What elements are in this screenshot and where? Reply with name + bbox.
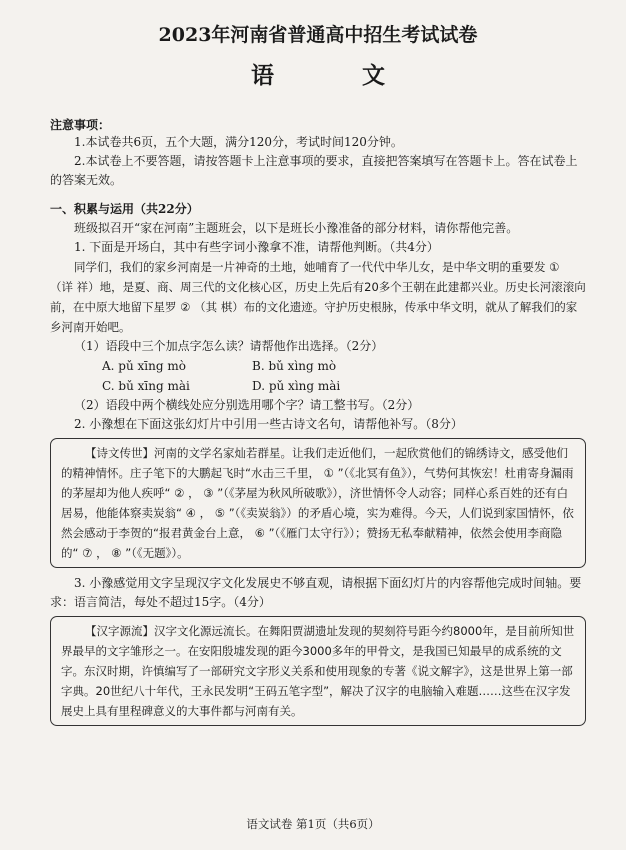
option-d: D. pǔ xìng mài (252, 379, 341, 393)
section-intro: 班级拟召开“家在河南”主题班会，以下是班长小豫准备的部分材料，请你帮他完善。 (74, 221, 519, 235)
notice-heading: 注意事项： (50, 118, 111, 132)
option-c: C. bǔ xīng mài (102, 379, 190, 393)
pinyin-options (102, 356, 586, 396)
opening-passage: 同学们，我们的家乡河南是一片神奇的土地，她哺育了一代代中华儿女，是中华文明的重要发 ① （详 祥）地，是夏、商、周三代的文化核心区，历史上先后有20多个王朝在此建都兴业。历史长河滚滚向前，在中原大地留下星罗 ② （其 棋）布的文化遗迹。守护历史根脉，传承中华文明，就从了解我们的家乡河南开始吧。 (50, 260, 586, 334)
notice-item-2: 2.本试卷上不要答题，请按答题卡上注意事项的要求，直接把答案填写在答题卡上。答在试卷上的答案无效。 (50, 154, 578, 187)
hanzi-slide-text: 【汉字源流】汉字文化源远流长。在舞阳贾湖遗址发现的契刻符号距今约8000年，是目前所知世界最早的文字雏形之一。在安阳殷墟发现的距今3000多年的甲骨文，是我国已知最早的成系统的文字。东汉时期，许慎编写了一部研究文字形义关系和使用现象的专著《说文解字》，这是世界上第一部字典。20世纪八十年代，王永民发明“王码五笔字型”，解决了汉字的电脑输入难题……这些在汉字发展史上具有里程碑意义的大事件都与河南有关。 (61, 624, 575, 718)
option-a: A. pǔ xīng mò (102, 359, 186, 373)
poetry-slide-box (50, 438, 586, 568)
exam-title: 2023年河南省普通高中招生考试试卷 (158, 24, 478, 46)
hanzi-slide-box (50, 616, 586, 726)
question-2: 2. 小豫想在下面这张幻灯片中引用一些古诗文名句，请帮他补写。（8分） (74, 417, 463, 431)
option-b: B. bǔ xìng mò (252, 359, 337, 373)
question-3: 3. 小豫感觉用文字呈现汉字文化发展史不够直观，请根据下面幻灯片的内容帮他完成时间轴。要求：语言简洁，每处不超过15字。（4分） (50, 576, 582, 609)
question-1-2: （2）语段中两个横线处应分别选用哪个字？请工整书写。（2分） (74, 398, 420, 412)
poetry-slide-text: 【诗文传世】河南的文学名家灿若群星。让我们走近他们，一起欣赏他们的锦绣诗文，感受他们的精神情怀。庄子笔下的大鹏起飞时“水击三千里， ① ”（《北冥有鱼》），气势何其恢宏！杜甫寄身漏雨的茅屋却为他人疾呼“ ② ， ③ ”（《茅屋为秋风所破歌》），济世情怀令人动容；同样心系百姓的还有白居易，他能体察卖炭翁“ ④ ， ⑤ ”（《卖炭翁》）的矛盾心境，实为难得。今天，人们说到家国情怀，依然会感动于李贺的“报君黄金台上意， ⑥ ”（《雁门太守行》）；赞扬无私奉献精神，依然会使用李商隐的“ ⑦ ， ⑧ ”（《无题》）。 (61, 446, 574, 560)
notice-item-1: 1.本试卷共6页，五个大题，满分120分，考试时间120分钟。 (74, 135, 403, 149)
subject-title: 语 文 (250, 62, 425, 89)
section-heading: 一、积累与运用（共22分） (50, 202, 199, 216)
question-1: 1. 下面是开场白，其中有些字词小豫拿不准，请帮他判断。（共4分） (74, 240, 439, 254)
question-1-1: （1）语段中三个加点字怎么读？请帮他作出选择。（2分） (74, 339, 384, 353)
page-footer: 语文试卷 第1页（共6页） (246, 817, 380, 831)
